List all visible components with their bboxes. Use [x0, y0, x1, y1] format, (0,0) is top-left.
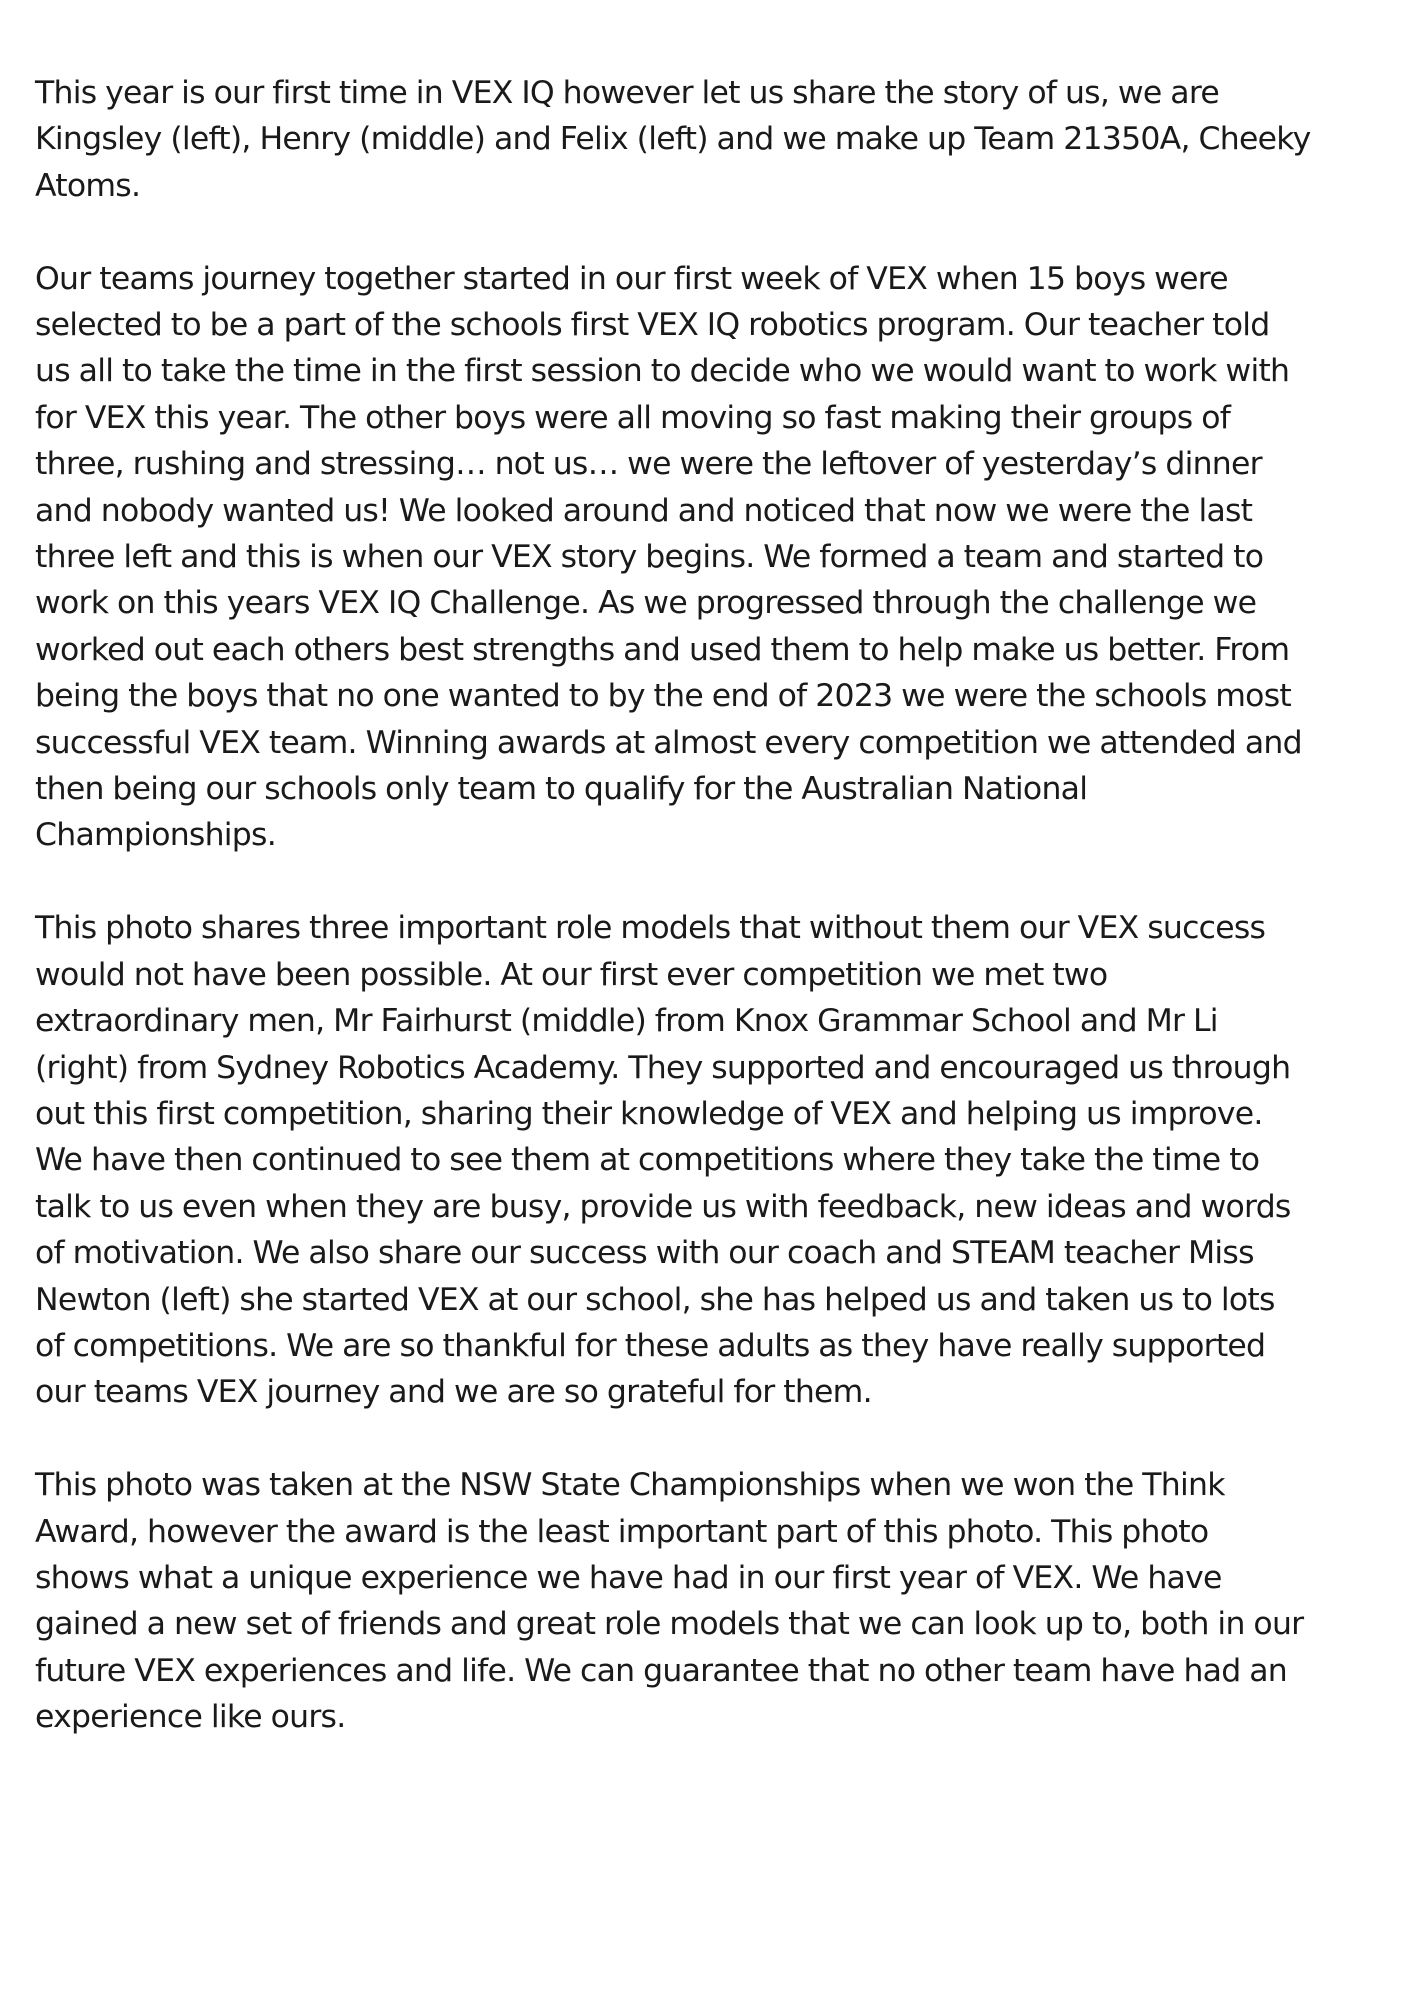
text-line: then being our schools only team to qualify for the Australian National	[35, 771, 1088, 808]
text-line: This photo shares three important role models that without them our VEX success	[35, 910, 1266, 947]
text-line: This photo was taken at the NSW State Championships when we won the Think	[35, 1467, 1225, 1504]
text-line: work on this years VEX IQ Challenge. As we progressed through the challenge we	[35, 585, 1257, 622]
text-line: Newton (left) she started VEX at our school, she has helped us and taken us to lots	[35, 1281, 1275, 1318]
text-line: Atoms.	[35, 167, 141, 204]
text-line: for VEX this year. The other boys were all moving so fast making their groups of	[35, 399, 1231, 436]
text-line: three, rushing and stressing… not us… we were the leftover of yesterday’s dinner	[35, 446, 1262, 483]
text-line: of motivation. We also share our success with our coach and STEAM teacher Miss	[35, 1235, 1254, 1272]
text-line: successful VEX team. Winning awards at almost every competition we attended and	[35, 724, 1302, 761]
text-line: Championships.	[35, 817, 276, 854]
text-line: would not have been possible. At our first ever competition we met two	[35, 956, 1108, 993]
text-line: future VEX experiences and life. We can guarantee that no other team have had an	[35, 1652, 1287, 1689]
text-line: This year is our first time in VEX IQ however let us share the story of us, we are	[35, 75, 1219, 111]
text-line: talk to us even when they are busy, provide us with feedback, new ideas and words	[35, 1188, 1291, 1225]
text-line: shows what a unique experience we have had in our first year of VEX. We have	[35, 1559, 1222, 1596]
text-line: out this first competition, sharing their knowledge of VEX and helping us improve.	[35, 1095, 1263, 1132]
paragraph-team-journey	[35, 256, 1395, 859]
text-line: Our teams journey together started in our first week of VEX when 15 boys were	[35, 260, 1228, 297]
text-line: (right) from Sydney Robotics Academy. They supported and encouraged us through	[35, 1049, 1291, 1086]
paragraph-photo-reflection	[35, 1462, 1395, 1740]
paragraph-intro	[35, 70, 1395, 209]
paragraph-role-models	[35, 905, 1395, 1415]
text-line: and nobody wanted us! We looked around and noticed that now we were the last	[35, 492, 1253, 529]
text-line: extraordinary men, Mr Fairhurst (middle) from Knox Grammar School and Mr Li	[35, 1003, 1218, 1040]
text-line: Kingsley (left), Henry (middle) and Felix (left) and we make up Team 21350A, Cheeky	[35, 121, 1311, 158]
text-line: three left and this is when our VEX story begins. We formed a team and started to	[35, 539, 1264, 576]
text-line: worked out each others best strengths and used them to help make us better. From	[35, 631, 1290, 668]
text-line: gained a new set of friends and great role models that we can look up to, both in our	[35, 1606, 1304, 1643]
text-line: of competitions. We are so thankful for these adults as they have really supported	[35, 1327, 1266, 1364]
text-line: being the boys that no one wanted to by the end of 2023 we were the schools most	[35, 678, 1291, 715]
text-line: experience like ours.	[35, 1699, 346, 1736]
text-line: selected to be a part of the schools first VEX IQ robotics program. Our teacher told	[35, 307, 1270, 344]
text-line: We have then continued to see them at competitions where they take the time to	[35, 1142, 1260, 1179]
text-line: Award, however the award is the least important part of this photo. This photo	[35, 1513, 1209, 1550]
document-page	[35, 70, 1395, 1741]
text-line: us all to take the time in the first session to decide who we would want to work with	[35, 353, 1290, 390]
text-line: our teams VEX journey and we are so grateful for them.	[35, 1374, 872, 1411]
